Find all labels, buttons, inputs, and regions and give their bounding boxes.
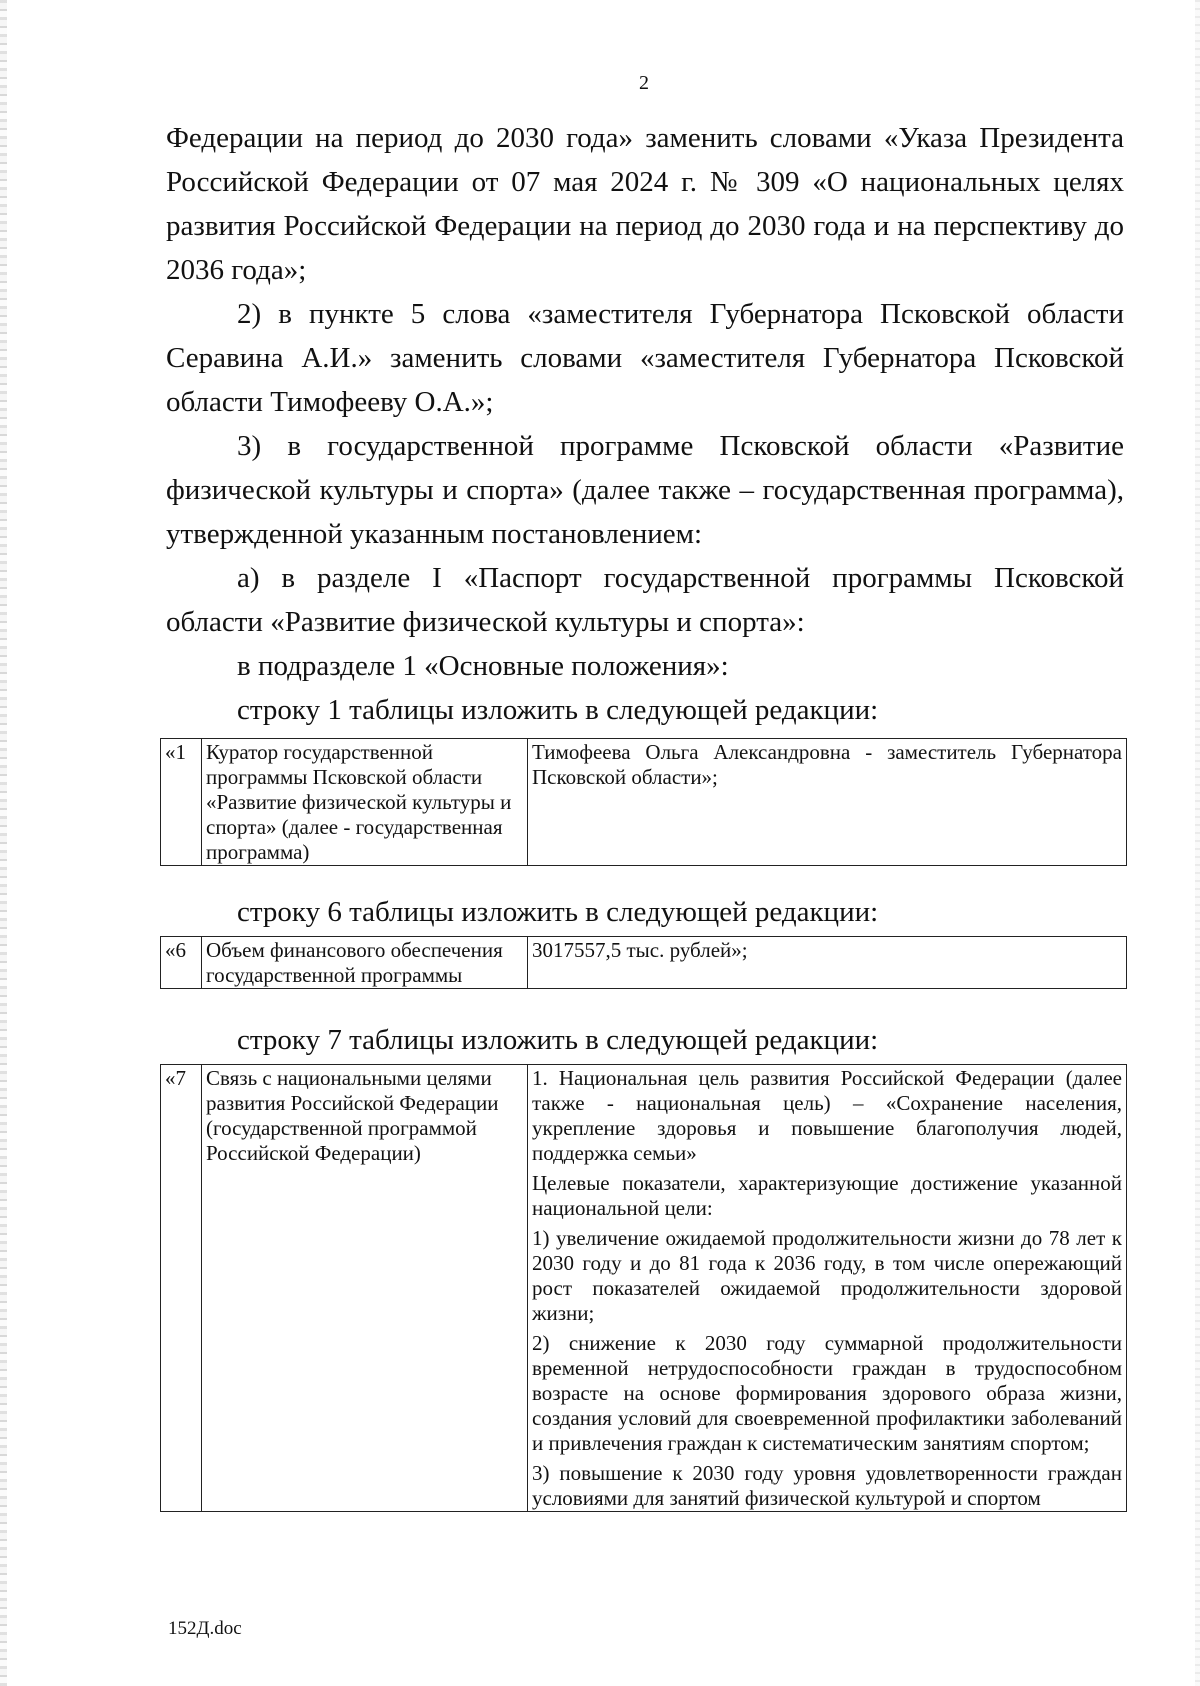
- paragraph-subsection: в подразделе 1 «Основные положения»:: [237, 650, 729, 682]
- page-number: 2: [639, 72, 649, 94]
- table-row: [161, 1065, 1127, 1512]
- row-number: «1: [161, 739, 202, 866]
- indicator-2: 2) снижение к 2030 году суммарной продолжительности временной нетрудоспособности граждан в трудоспособном возрасте на основе формирования здорового образа жизни, создания условий для своевременной профилактики заболеваний и привлечения граждан к систематическим занятиям спортом;: [532, 1331, 1122, 1455]
- table-row-7: [160, 1064, 1127, 1512]
- row-label: Куратор государственной программы Псковской области «Развитие физической культуры и спорта» (далее - государственная программа): [202, 739, 528, 866]
- row-number: «6: [161, 937, 202, 989]
- row-number: «7: [161, 1065, 202, 1512]
- row-label: Объем финансового обеспечения государственной программы: [202, 937, 528, 989]
- paragraph-continuation: Федерации на период до 2030 года» заменить словами «Указа Президента Российской Федерации от 07 мая 2024 г. № 309 «О национальных целях развития Российской Федерации на период до 2030 года и на перспективу до 2036 года»;: [166, 122, 1124, 286]
- row-7-heading: строку 7 таблицы изложить в следующей редакции:: [237, 1024, 879, 1056]
- row-1-heading: строку 1 таблицы изложить в следующей редакции:: [237, 694, 879, 726]
- paragraph-item-3: 3) в государственной программе Псковской области «Развитие физической культуры и спорта» (далее также – государственная программа), утвержденной указанным постановлением:: [166, 430, 1124, 550]
- table-row: [161, 739, 1127, 866]
- scan-edge-right: [1195, 0, 1200, 1686]
- table-row-6: [160, 936, 1127, 989]
- row-value: [528, 1065, 1127, 1512]
- row-label: Связь с национальными целями развития Российской Федерации (государственной программой Российской Федерации): [202, 1065, 528, 1512]
- row-value: 3017557,5 тыс. рублей»;: [528, 937, 1127, 989]
- footer-file-code: 152Д.doc: [168, 1618, 242, 1639]
- scan-edge-left: [0, 0, 7, 1686]
- national-goal-text: 1. Национальная цель развития Российской Федерации (далее также - национальная цель) – «Сохранение населения, укрепление здоровья и повышение благополучия людей, поддержка семьи»: [532, 1066, 1122, 1165]
- document-body: [166, 116, 1124, 688]
- paragraph-item-a: а) в разделе I «Паспорт государственной программы Псковской области «Развитие физической культуры и спорта»:: [166, 562, 1124, 638]
- table-row-1: [160, 738, 1127, 866]
- row-value: Тимофеева Ольга Александровна - заместитель Губернатора Псковской области»;: [528, 739, 1127, 866]
- indicator-1: 1) увеличение ожидаемой продолжительности жизни до 78 лет к 2030 году и до 81 года к 2036 году, в том числе опережающий рост показателей ожидаемой продолжительности здоровой жизни;: [532, 1226, 1122, 1325]
- table-row: [161, 937, 1127, 989]
- row-6-heading: строку 6 таблицы изложить в следующей редакции:: [237, 896, 879, 928]
- target-indicators-intro: Целевые показатели, характеризующие достижение указанной национальной цели:: [532, 1171, 1122, 1220]
- paragraph-item-2: 2) в пункте 5 слова «заместителя Губернатора Псковской области Серавина А.И.» заменить словами «заместителя Губернатора Псковской области Тимофееву О.А.»;: [166, 298, 1124, 418]
- indicator-3: 3) повышение к 2030 году уровня удовлетворенности граждан условиями для занятий физической культурой и спортом: [532, 1461, 1122, 1510]
